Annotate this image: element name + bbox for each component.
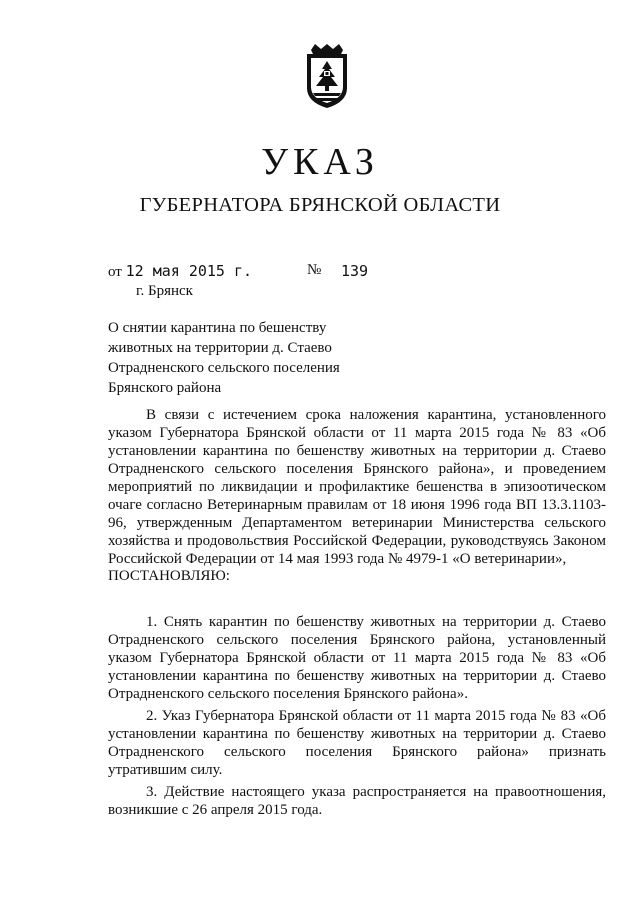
- document-subtitle: ГУБЕРНАТОРА БРЯНСКОЙ ОБЛАСТИ: [139, 194, 501, 216]
- decree-item: 2. Указ Губернатора Брянской области от 11 марта 2015 года № 83 «Об установлении карантина по бешенству животных на территории д. Стаево Отрадненского сельского поселения Брянского района» признать утратившим силу.: [108, 708, 606, 778]
- subject-line: Брянского района: [108, 380, 222, 396]
- decree-number: 139: [341, 262, 369, 280]
- bryansk-coat-of-arms-icon: [301, 44, 353, 110]
- decree-subject: [108, 318, 370, 398]
- number-sign: №: [307, 262, 322, 278]
- decree-items: [108, 613, 606, 819]
- subject-line: Отрадненского сельского поселения: [108, 360, 340, 376]
- subject-line: О снятии карантина по бешенству: [108, 320, 327, 336]
- decree-date: 12 мая 2015 г.: [125, 262, 253, 280]
- decree-item: 1. Снять карантин по бешенству животных на территории д. Стаево Отрадненского сельского поселения Брянского района, установленный указом Губернатора Брянской области от 11 марта 2015 года № 83 «Об установлении карантина по бешенству животных на территории д. Стаево Отрадненского сельского поселения Брянского района».: [108, 614, 606, 702]
- preamble-paragraph: В связи с истечением срока наложения карантина, установленного указом Губернатора Брянской области от 11 марта 2015 года № 83 «Об установлении карантина по бешенству животных на территории д. Стаево Отрадненского сельского поселения Брянского района», и проведением мероприятий по ликвидации и профилактике бешенства в эпизоотическом очаге согласно Ветеринарным правилам от 18 июня 1996 года ВП 13.3.1103-96, утвержденным Департаментом ветеринарии Министерства сельского хозяйства и продовольствия Российской Федерации, руководствуясь Законом Российской Федерации от 14 мая 1993 года № 4979-1 «О ветеринарии»,: [108, 407, 606, 567]
- date-prefix: от: [108, 264, 122, 280]
- city: г. Брянск: [136, 283, 193, 299]
- decree-word: ПОСТАНОВЛЯЮ:: [108, 568, 230, 584]
- document-title: УКАЗ: [261, 141, 379, 183]
- preamble: [108, 406, 606, 568]
- decree-item: 3. Действие настоящего указа распространяется на правоотношения, возникшие с 26 апреля 2015 года.: [108, 784, 606, 818]
- subject-line: животных на территории д. Стаево: [108, 340, 332, 356]
- date-line: [108, 262, 252, 281]
